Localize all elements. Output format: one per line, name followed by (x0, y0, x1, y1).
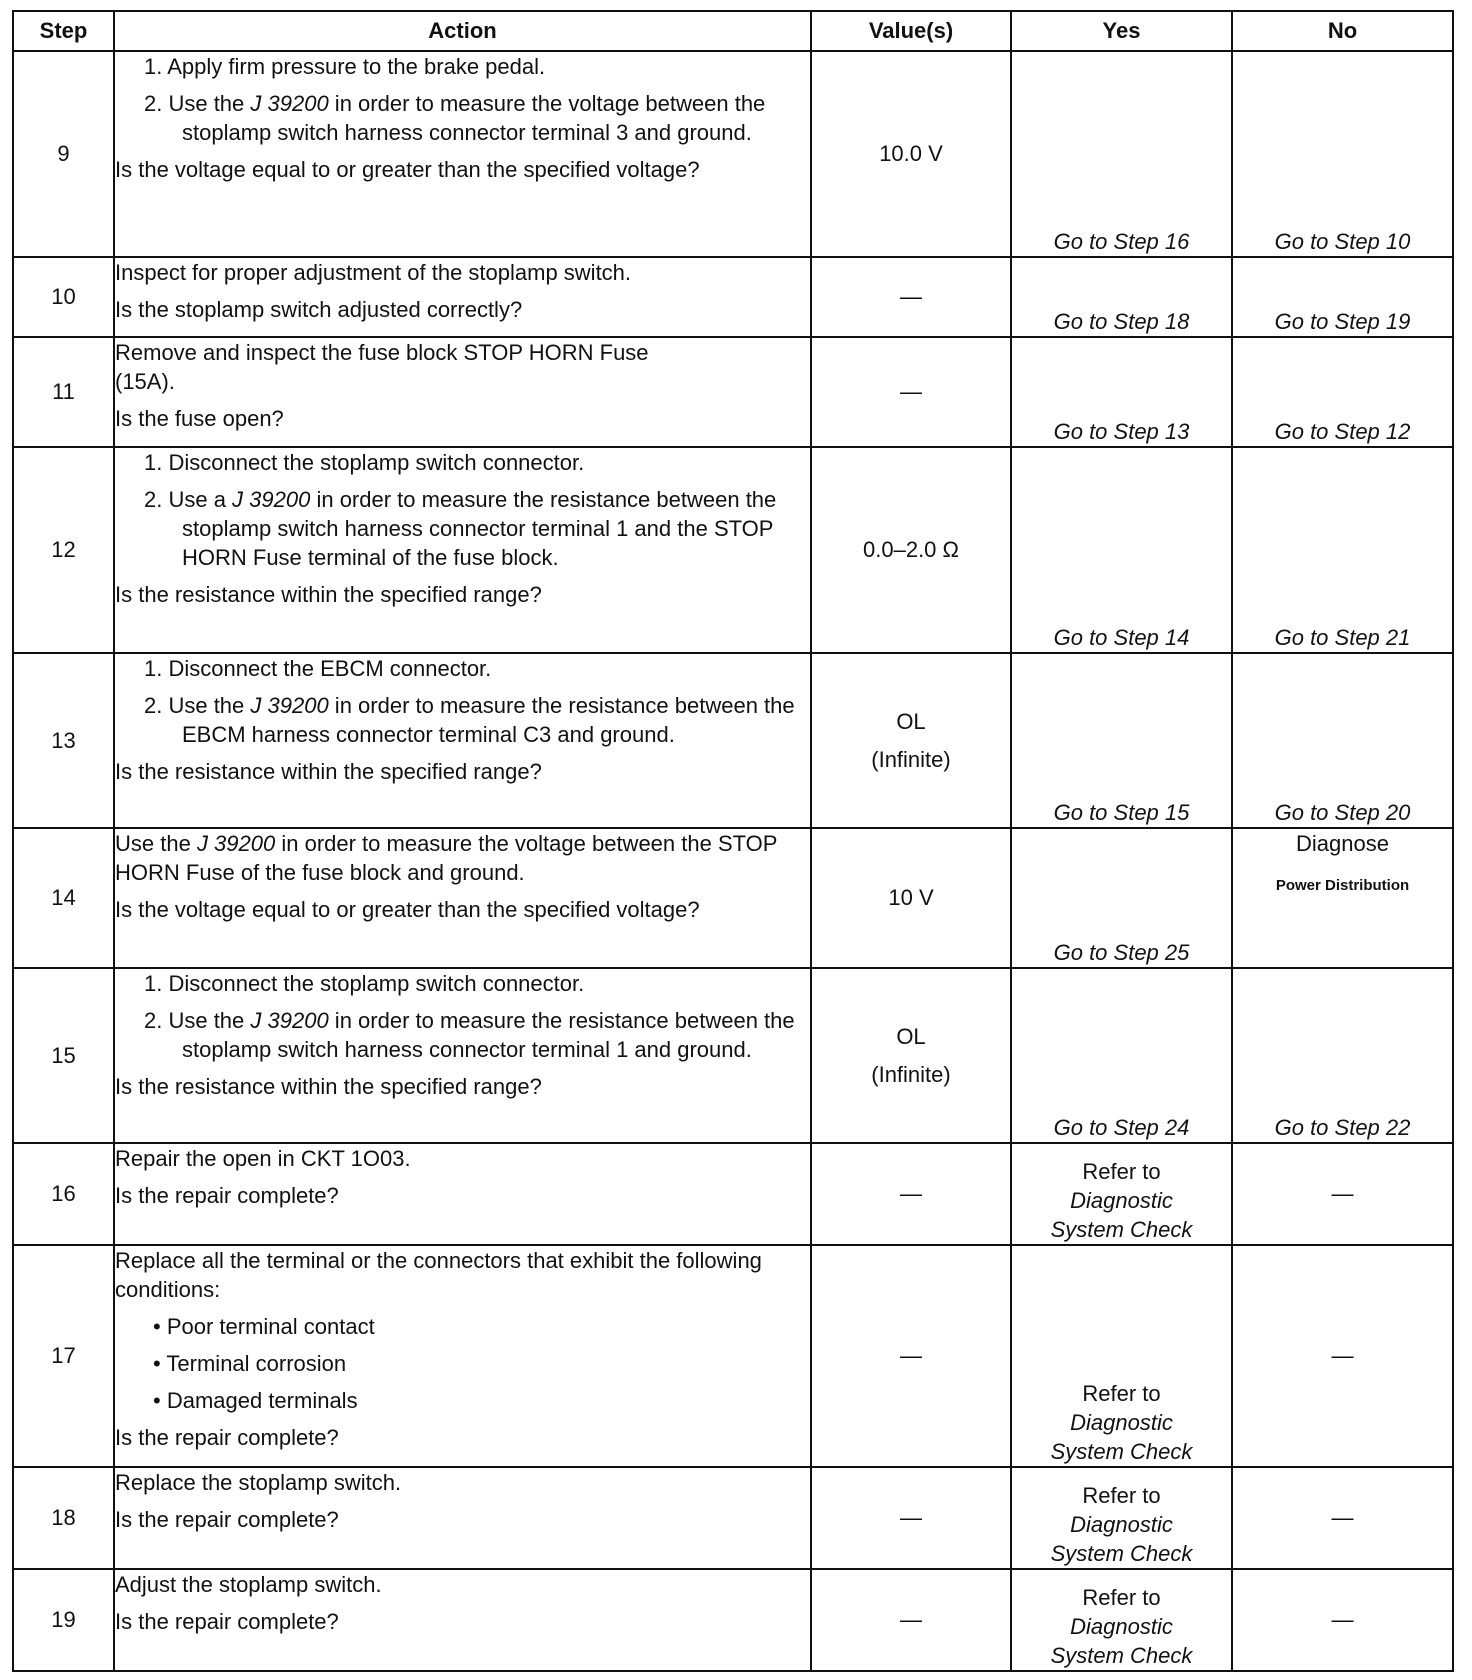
action-question: Is the resistance within the specified range? (115, 759, 542, 785)
yes-cell (1011, 1245, 1232, 1467)
diagnostic-system-check-link[interactable]: Diagnostic System Check (1050, 1409, 1193, 1464)
value-line: (Infinite) (871, 746, 951, 772)
yes-cell: Go to Step 18 (1011, 257, 1232, 337)
no-cell: Go to Step 19 (1232, 257, 1453, 337)
header-values: Value(s) (811, 11, 1011, 51)
step-number: 17 (13, 1245, 114, 1467)
yes-cell: Go to Step 15 (1011, 653, 1232, 828)
table-row (13, 1569, 1453, 1671)
step-number: 14 (13, 828, 114, 968)
value-line: OL (896, 1024, 926, 1050)
table-row (13, 51, 1453, 257)
action-text: Remove and inspect the fuse block STOP HORN Fuse (15A). (115, 340, 649, 395)
no-cell: — (1232, 1467, 1453, 1569)
table-row (13, 1143, 1453, 1245)
diagnostic-table (12, 10, 1454, 1672)
tool-name: J 39200 (196, 831, 276, 856)
action-question: Is the repair complete? (115, 1183, 339, 1209)
action-item: 1. Disconnect the stoplamp switch connector. (144, 450, 585, 475)
yes-cell (1011, 1143, 1232, 1245)
action-question: Is the repair complete? (115, 1609, 339, 1635)
refer-text: Refer to (1082, 1158, 1161, 1184)
action-cell (114, 968, 811, 1143)
table-row (13, 968, 1453, 1143)
yes-cell (1011, 1467, 1232, 1569)
action-cell (114, 828, 811, 968)
action-question: Is the voltage equal to or greater than the specified voltage? (115, 897, 700, 923)
yes-cell (1011, 1569, 1232, 1671)
refer-text: Refer to (1082, 1584, 1161, 1610)
table-row (13, 337, 1453, 447)
value-cell (811, 653, 1011, 828)
action-question: Is the resistance within the specified range? (115, 1074, 542, 1100)
action-text: Adjust the stoplamp switch. (115, 1572, 382, 1597)
header-row (13, 11, 1453, 51)
refer-text: Refer to (1082, 1380, 1161, 1406)
action-cell (114, 337, 811, 447)
tool-name: J 39200 (250, 91, 329, 117)
action-bullet: • Terminal corrosion (153, 1351, 347, 1377)
action-cell (114, 257, 811, 337)
no-cell: Go to Step 21 (1232, 447, 1453, 653)
action-question: Is the repair complete? (115, 1425, 339, 1451)
header-step: Step (13, 11, 114, 51)
header-no: No (1232, 11, 1453, 51)
no-cell: — (1232, 1143, 1453, 1245)
value-cell: 10.0 V (811, 51, 1011, 257)
action-item: 2. Use the J 39200 in order to measure the resistance between the EBCM harness connector terminal C3 and ground. (144, 693, 795, 748)
table-row (13, 653, 1453, 828)
action-cell (114, 447, 811, 653)
action-item: 1. Disconnect the stoplamp switch connector. (144, 971, 585, 996)
action-question: Is the fuse open? (115, 406, 284, 432)
step-number: 9 (13, 51, 114, 257)
action-item: 2. Use the J 39200 in order to measure the voltage between the stoplamp switch harness connector terminal 3 and ground. (144, 91, 766, 146)
action-bullet: • Poor terminal contact (153, 1314, 375, 1340)
step-number: 16 (13, 1143, 114, 1245)
value-cell: 10 V (811, 828, 1011, 968)
value-cell: — (811, 1467, 1011, 1569)
action-cell (114, 653, 811, 828)
action-question: Is the voltage equal to or greater than the specified voltage? (115, 157, 700, 183)
value-line: (Infinite) (871, 1061, 951, 1087)
action-text: Inspect for proper adjustment of the stoplamp switch. (115, 260, 632, 285)
diagnostic-system-check-link[interactable]: Diagnostic System Check (1050, 1613, 1193, 1668)
tool-name: J 39200 (250, 1008, 329, 1034)
value-cell: — (811, 257, 1011, 337)
yes-cell: Go to Step 16 (1011, 51, 1232, 257)
action-text: Replace the stoplamp switch. (115, 1470, 402, 1495)
action-item: 1. Apply firm pressure to the brake pedal. (144, 54, 546, 79)
step-number: 10 (13, 257, 114, 337)
no-cell: Go to Step 20 (1232, 653, 1453, 828)
action-question: Is the resistance within the specified range? (115, 582, 542, 608)
diagnostic-system-check-link[interactable]: Diagnostic System Check (1050, 1511, 1193, 1566)
step-number: 19 (13, 1569, 114, 1671)
table-row (13, 257, 1453, 337)
table-row (13, 1467, 1453, 1569)
tool-name: J 39200 (232, 487, 311, 513)
action-text: Replace all the terminal or the connectors that exhibit the following conditions: (115, 1248, 762, 1303)
no-cell: Go to Step 10 (1232, 51, 1453, 257)
action-text: Repair the open in CKT 1O03. (115, 1146, 411, 1171)
no-cell: Go to Step 12 (1232, 337, 1453, 447)
no-cell (1232, 828, 1453, 968)
value-line: OL (896, 709, 926, 735)
diagnostic-system-check-link[interactable]: Diagnostic System Check (1050, 1187, 1193, 1242)
action-cell (114, 1245, 811, 1467)
action-item: 1. Disconnect the EBCM connector. (144, 656, 492, 681)
value-cell: — (811, 1245, 1011, 1467)
yes-cell: Go to Step 13 (1011, 337, 1232, 447)
header-yes: Yes (1011, 11, 1232, 51)
action-cell (114, 1569, 811, 1671)
no-cell: — (1232, 1569, 1453, 1671)
no-text: Diagnose (1296, 831, 1389, 856)
tool-name: J 39200 (250, 693, 329, 719)
action-text: Use the J 39200 in order to measure the voltage between the STOP HORN Fuse of the fuse block and ground. (115, 831, 778, 886)
action-question: Is the repair complete? (115, 1507, 339, 1533)
value-cell: 0.0–2.0 Ω (811, 447, 1011, 653)
step-number: 18 (13, 1467, 114, 1569)
value-cell: — (811, 1143, 1011, 1245)
value-cell: — (811, 337, 1011, 447)
value-cell (811, 968, 1011, 1143)
yes-cell: Go to Step 25 (1011, 828, 1232, 968)
step-number: 15 (13, 968, 114, 1143)
action-cell (114, 1467, 811, 1569)
yes-cell: Go to Step 24 (1011, 968, 1232, 1143)
table-row (13, 828, 1453, 968)
action-cell (114, 1143, 811, 1245)
step-number: 13 (13, 653, 114, 828)
yes-cell: Go to Step 14 (1011, 447, 1232, 653)
action-bullet: • Damaged terminals (153, 1388, 358, 1414)
step-number: 12 (13, 447, 114, 653)
action-item: 2. Use the J 39200 in order to measure the resistance between the stoplamp switch harness connector terminal 1 and ground. (144, 1008, 795, 1063)
table-row (13, 447, 1453, 653)
no-cell: Go to Step 22 (1232, 968, 1453, 1143)
action-question: Is the stoplamp switch adjusted correctly? (115, 297, 523, 323)
action-item: 2. Use a J 39200 in order to measure the resistance between the stoplamp switch harness connector terminal 1 and the STOP HORN Fuse terminal of the fuse block. (144, 487, 777, 571)
action-cell (114, 51, 811, 257)
value-cell: — (811, 1569, 1011, 1671)
no-cell: — (1232, 1245, 1453, 1467)
table-row (13, 1245, 1453, 1467)
step-number: 11 (13, 337, 114, 447)
power-distribution-link[interactable]: Power Distribution (1275, 877, 1410, 895)
header-action: Action (114, 11, 811, 51)
refer-text: Refer to (1082, 1482, 1161, 1508)
